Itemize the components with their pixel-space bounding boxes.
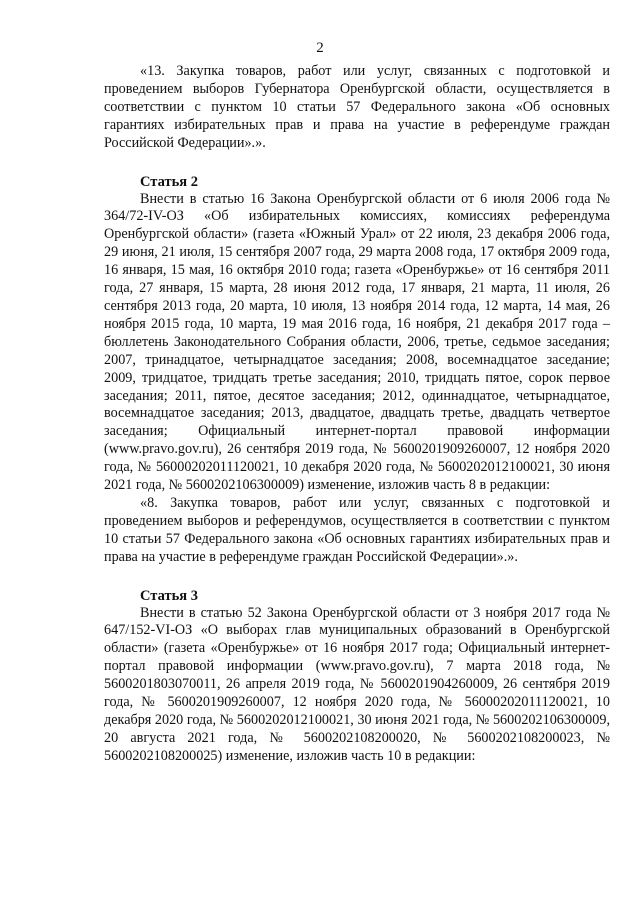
- quote-paragraph-13: «13. Закупка товаров, работ или услуг, связанных с подготовкой и проведением выборов Губернатора Оренбургской области, осуществляется в соответствии с пунктом 10 статьи 57 Федерального закона «Об основных гарантиях избирательных прав и права на участие в референдуме граждан Российской Федерации».».: [104, 63, 610, 151]
- spacer: [104, 567, 610, 587]
- page-number: 2: [316, 40, 324, 56]
- article-2-body: Внести в статью 16 Закона Оренбургской области от 6 июля 2006 года № 364/72-IV-ОЗ «Об избирательных комиссиях, комиссиях референдума Оренбургской области» (газета «Южный Урал» от 22 июля, 23 декабря 2006 года, 29 июня, 21 июля, 15 сентября 2007 года, 29 марта 2008 года, 17 октября 2009 года, 16 января, 15 мая, 16 октября 2010 года; газета «Оренбуржье» от 16 сентября 2011 года, 27 января, 15 марта, 28 июня 2012 года, 17 января, 21 марта, 11 июля, 26 сентября 2013 года, 20 марта, 10 июля, 13 ноября 2014 года, 12 марта, 14 мая, 26 ноября 2015 года, 10 марта, 19 мая 2016 года, 16 ноября, 21 декабря 2017 года – бюллетень Законодательного Собрания области, 2006, третье, седьмое заседания; 2007, тринадцатое, четырнадцатое заседания; 2008, восемнадцатое заседание; 2009, тридцатое, тридцать третье заседания; 2010, тридцать пятое, сорок первое заседания; 2011, пятое, десятое заседания; 2012, одиннадцатое, четырнадцатое, восемнадцатое заседания; 2013, двадцатое, двадцать третье, двадцать четвертое заседания; Официальный интернет-портал правовой информации (www.pravo.gov.ru), 26 сентября 2019 года, № 5600201909260007, 12 ноября 2020 года, № 56000202011120021, 10 декабря 2020 года, № 5600202012100021, 30 июня 2021 года, № 5600202106300009) изменение, изложив часть 8 в редакции:: [104, 190, 610, 494]
- quote-paragraph-8: «8. Закупка товаров, работ или услуг, связанных с подготовкой и проведением выборов и референдумов, осуществляется в соответствии с пунктом 10 статьи 57 Федерального закона «Об основных гарантиях избирательных прав и права на участие в референдуме граждан Российской Федерации».».: [104, 494, 610, 565]
- document-body: [104, 63, 610, 766]
- article-2-heading: Статья 2: [140, 173, 198, 190]
- article-3-body: Внести в статью 52 Закона Оренбургской области от 3 ноября 2017 года № 647/152-VI-ОЗ «О выборах глав муниципальных образований в Оренбургской области» (газета «Оренбуржье» от 16 ноября 2017 года; Официальный интернет-портал правовой информации (www.pravo.gov.ru), 7 марта 2018 года, № 5600201803070011, 26 апреля 2019 года, № 5600201904260009, 26 сентября 2019 года, № 5600201909260007, 12 ноября 2020 года, № 56000202011120021, 10 декабря 2020 года, № 5600202012100021, 30 июня 2021 года, № 5600202106300009, 20 августа 2021 года, № 5600202108200020, № 5600202108200023, № 5600202108200025) изменение, изложив часть 10 в редакции:: [104, 604, 610, 764]
- article-3-heading: Статья 3: [140, 587, 198, 604]
- spacer: [104, 153, 610, 173]
